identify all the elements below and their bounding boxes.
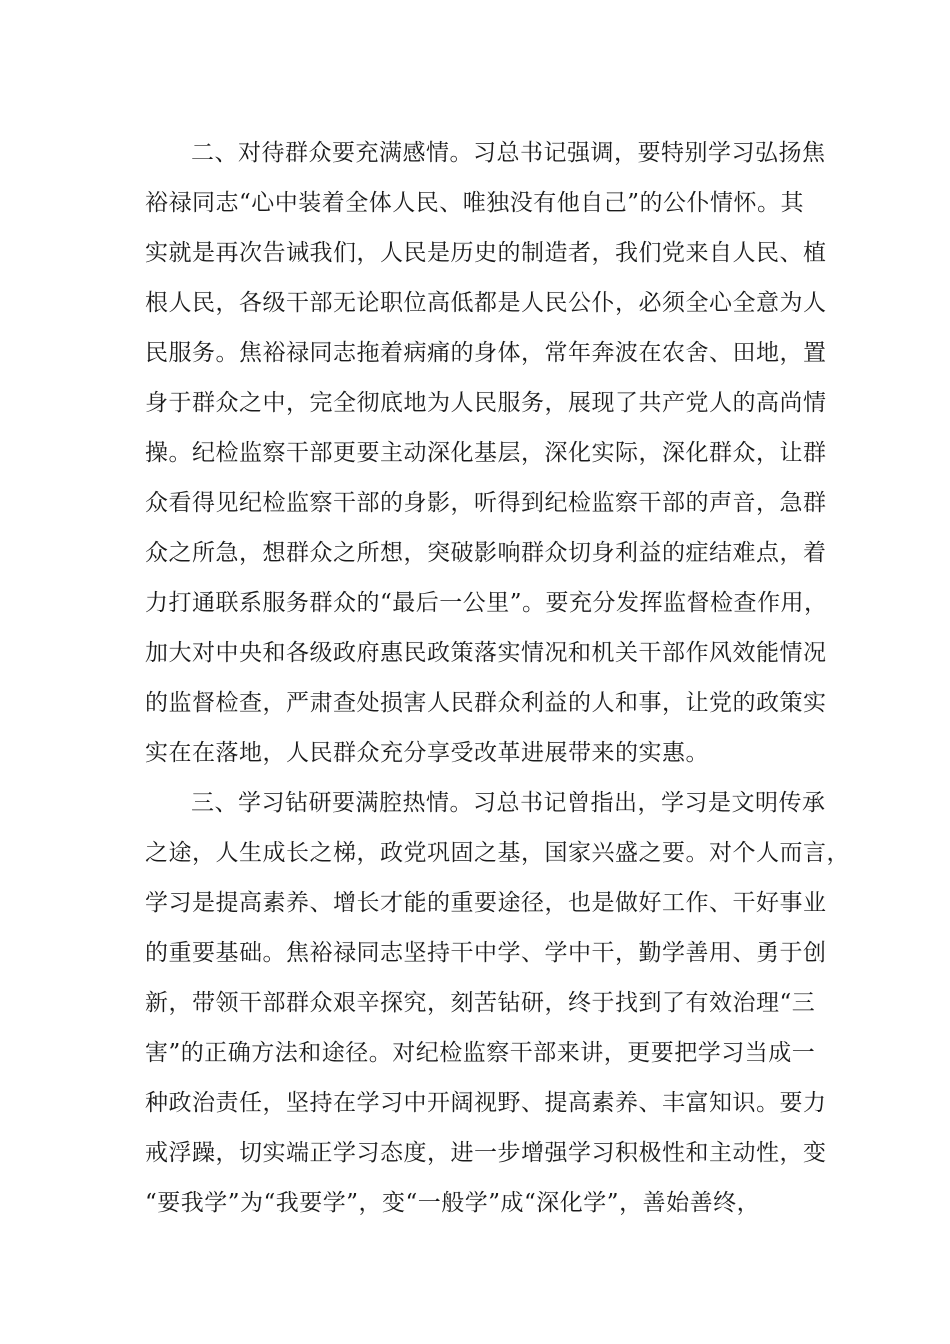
paragraph-1-line: 根人民，各级干部无论职位高低都是人民公仆，必须全心全意为人 [145, 290, 827, 316]
paragraph-1-line: 二、对待群众要充满感情。习总书记强调，要特别学习弘扬焦 [191, 140, 826, 166]
paragraph-1-line: 力打通联系服务群众的“最后一公里”。要充分发挥监督检查作用， [145, 590, 828, 616]
paragraph-2-line: 戒浮躁，切实端正学习态度，进一步增强学习积极性和主动性，变 [145, 1140, 827, 1166]
paragraph-2-line: 的重要基础。焦裕禄同志坚持干中学、学中干，勤学善用、勇于创 [145, 940, 827, 966]
paragraph-2-line: 种政治责任，坚持在学习中开阔视野、提高素养、丰富知识。要力 [145, 1090, 827, 1116]
paragraph-1-line: 的监督检查，严肃查处损害人民群众利益的人和事，让党的政策实 [145, 690, 827, 716]
paragraph-2-line: 之途，人生成长之梯，政党巩固之基，国家兴盛之要。对个人而言， [145, 840, 850, 866]
paragraph-1-line: 众之所急，想群众之所想，突破影响群众切身利益的症结难点，着 [145, 540, 827, 566]
paragraph-1-line: 操。纪检监察干部更要主动深化基层，深化实际，深化群众，让群 [145, 440, 827, 466]
paragraph-1-line: 加大对中央和各级政府惠民政策落实情况和机关干部作风效能情况 [145, 640, 827, 666]
paragraph-1-line: 裕禄同志“心中装着全体人民、唯独没有他自己”的公仆情怀。其 [145, 190, 805, 216]
paragraph-1-line: 实就是再次告诫我们，人民是历史的制造者，我们党来自人民、植 [145, 240, 827, 266]
paragraph-2-line: “要我学”为“我要学”，变“一般学”成“深化学”，善始善终， [145, 1190, 761, 1216]
paragraph-2-line: 害”的正确方法和途径。对纪检监察干部来讲，更要把学习当成一 [145, 1040, 816, 1066]
paragraph-1-line: 民服务。焦裕禄同志拖着病痛的身体，常年奔波在农舍、田地，置 [145, 340, 827, 366]
body-text [145, 128, 850, 1228]
paragraph-2-line: 三、学习钻研要满腔热情。习总书记曾指出，学习是文明传承 [191, 790, 826, 816]
paragraph-2-line: 学习是提高素养、增长才能的重要途径，也是做好工作、干好事业 [145, 890, 827, 916]
paragraph-2-line: 新，带领干部群众艰辛探究，刻苦钻研，终于找到了有效治理“三 [145, 990, 816, 1016]
paragraph-1-line: 身于群众之中，完全彻底地为人民服务，展现了共产党人的高尚情 [145, 390, 827, 416]
paragraph-1-line: 实在在落地，人民群众充分享受改革进展带来的实惠。 [145, 740, 709, 766]
paragraph-1-line: 众看得见纪检监察干部的身影，听得到纪检监察干部的声音，急群 [145, 490, 827, 516]
